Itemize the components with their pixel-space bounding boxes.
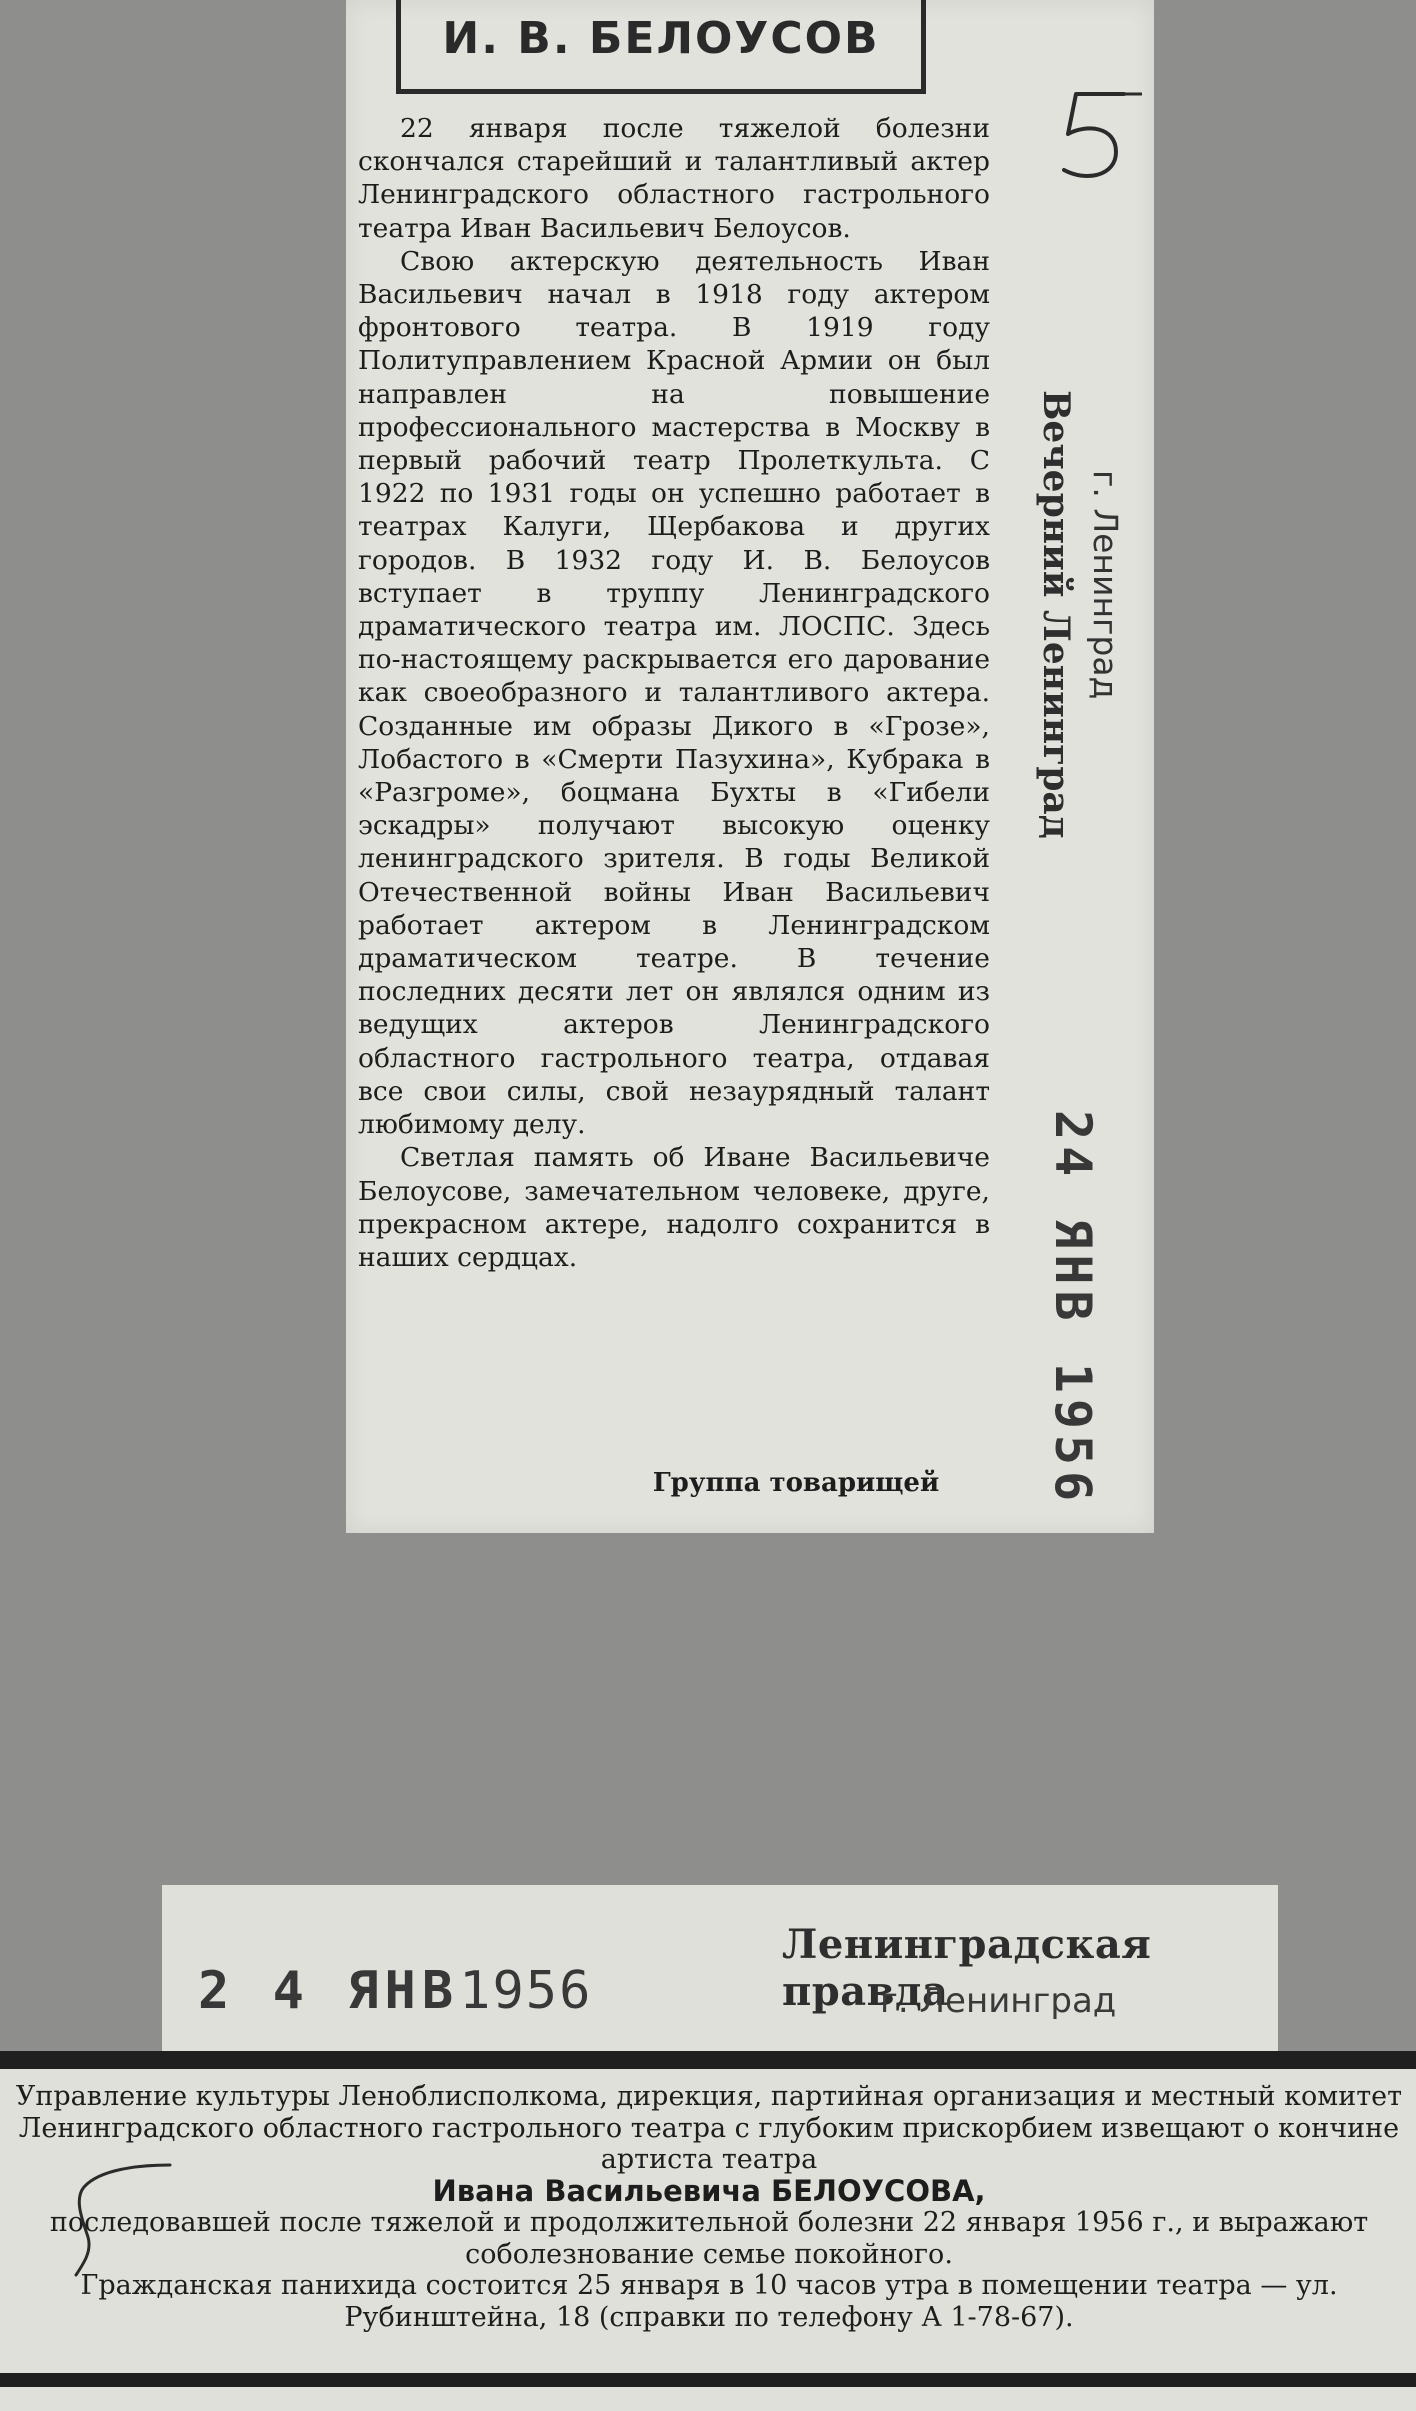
bottom-rule xyxy=(0,2373,1416,2387)
obituary-clipping xyxy=(346,0,1154,1533)
article-paragraph: Светлая память об Иване Васильевиче Белоусове, замечательном человеке, друге, прекрасном актере, надолго сохранится в наших сердцах. xyxy=(358,1142,990,1273)
article-paragraph: 22 января после тяжелой болезни скончался старейший и талантливый актер Ленинградского областного гастрольного театра Иван Васильевич Белоусов. xyxy=(358,113,990,244)
vertical-source-stamp xyxy=(1006,390,1125,860)
vertical-source-city: г. Ленинград xyxy=(1086,470,1125,700)
vertical-source-name: Вечерний Ленинград xyxy=(1035,390,1077,839)
stamp-date-year: 1956 xyxy=(459,1961,593,2021)
stamp-date-main: 2 4 ЯНВ xyxy=(198,1961,460,2021)
notice-line-1: Управление культуры Леноблисполкома, дирекция, партийная организация и местный комитет Ленинградского областного гастрольного театра с глубоким прискорбием извещают о кончине артиста театра xyxy=(15,2081,1403,2175)
headline: И. В. БЕЛОУСОВ xyxy=(442,13,880,64)
announcement-clipping xyxy=(0,2051,1416,2411)
article-body xyxy=(358,112,990,1274)
deceased-name: Ивана Васильевича БЕЛОУСОВА, xyxy=(432,2173,986,2208)
top-rule xyxy=(0,2051,1416,2069)
source-city: г. Ленинград xyxy=(880,1981,1117,2021)
headline-frame xyxy=(396,0,926,94)
handwritten-page-number xyxy=(1046,86,1136,186)
vertical-date-stamp xyxy=(1016,1100,1126,1520)
article-paragraph: Свою актерскую деятельность Иван Васильевич начал в 1918 году актером фронтового театра. В 1919 году Политуправлением Красной Армии он был направлен на повышение профессионального мастерства в Москву в первый рабочий театр Пролеткульта. С 1922 по 1931 годы он успешно работает в театрах Калуги, Щербакова и других городов. В 1932 году И. В. Белоусов вступает в труппу Ленинградского драматического театра им. ЛОСПС. Здесь по-настоящему раскрывается его дарование как своеобразного и талантливого актера. Созданные им образы Дикого в «Грозе», Лобастого в «Смерти Пазухина», Кубрака в «Разгроме», боцмана Бухты в «Гибели эскадры» получают высокую оценку ленинградского зрителя. В годы Великой Отечественной войны Иван Васильевич работает актером в Ленинградском драматическом театре. В течение последних десяти лет он являлся одним из ведущих актеров Ленинградского областного гастрольного театра, отдавая все свои силы, свой незаурядный талант любимому делу. xyxy=(358,245,990,1141)
handwritten-mark xyxy=(70,2159,180,2289)
notice-line-3: Гражданская панихида состоится 25 января в 10 часов утра в помещении театра — ул. Рубинштейна, 18 (справки по телефону А 1-78-67). xyxy=(80,2270,1338,2333)
notice-line-2: последовавшей после тяжелой и продолжительной болезни 22 января 1956 г., и выражают соболезнование семье покойного. xyxy=(49,2207,1369,2270)
signature: Группа товарищей xyxy=(652,1468,940,1498)
source-stamp-clipping xyxy=(162,1885,1278,2051)
vertical-date-text: 24 ЯНВ 1956 xyxy=(1044,1110,1102,1508)
notice-text xyxy=(14,2081,1404,2333)
source-name: Ленинградская правда xyxy=(782,1921,1152,2015)
stamp-date xyxy=(198,1961,592,2021)
